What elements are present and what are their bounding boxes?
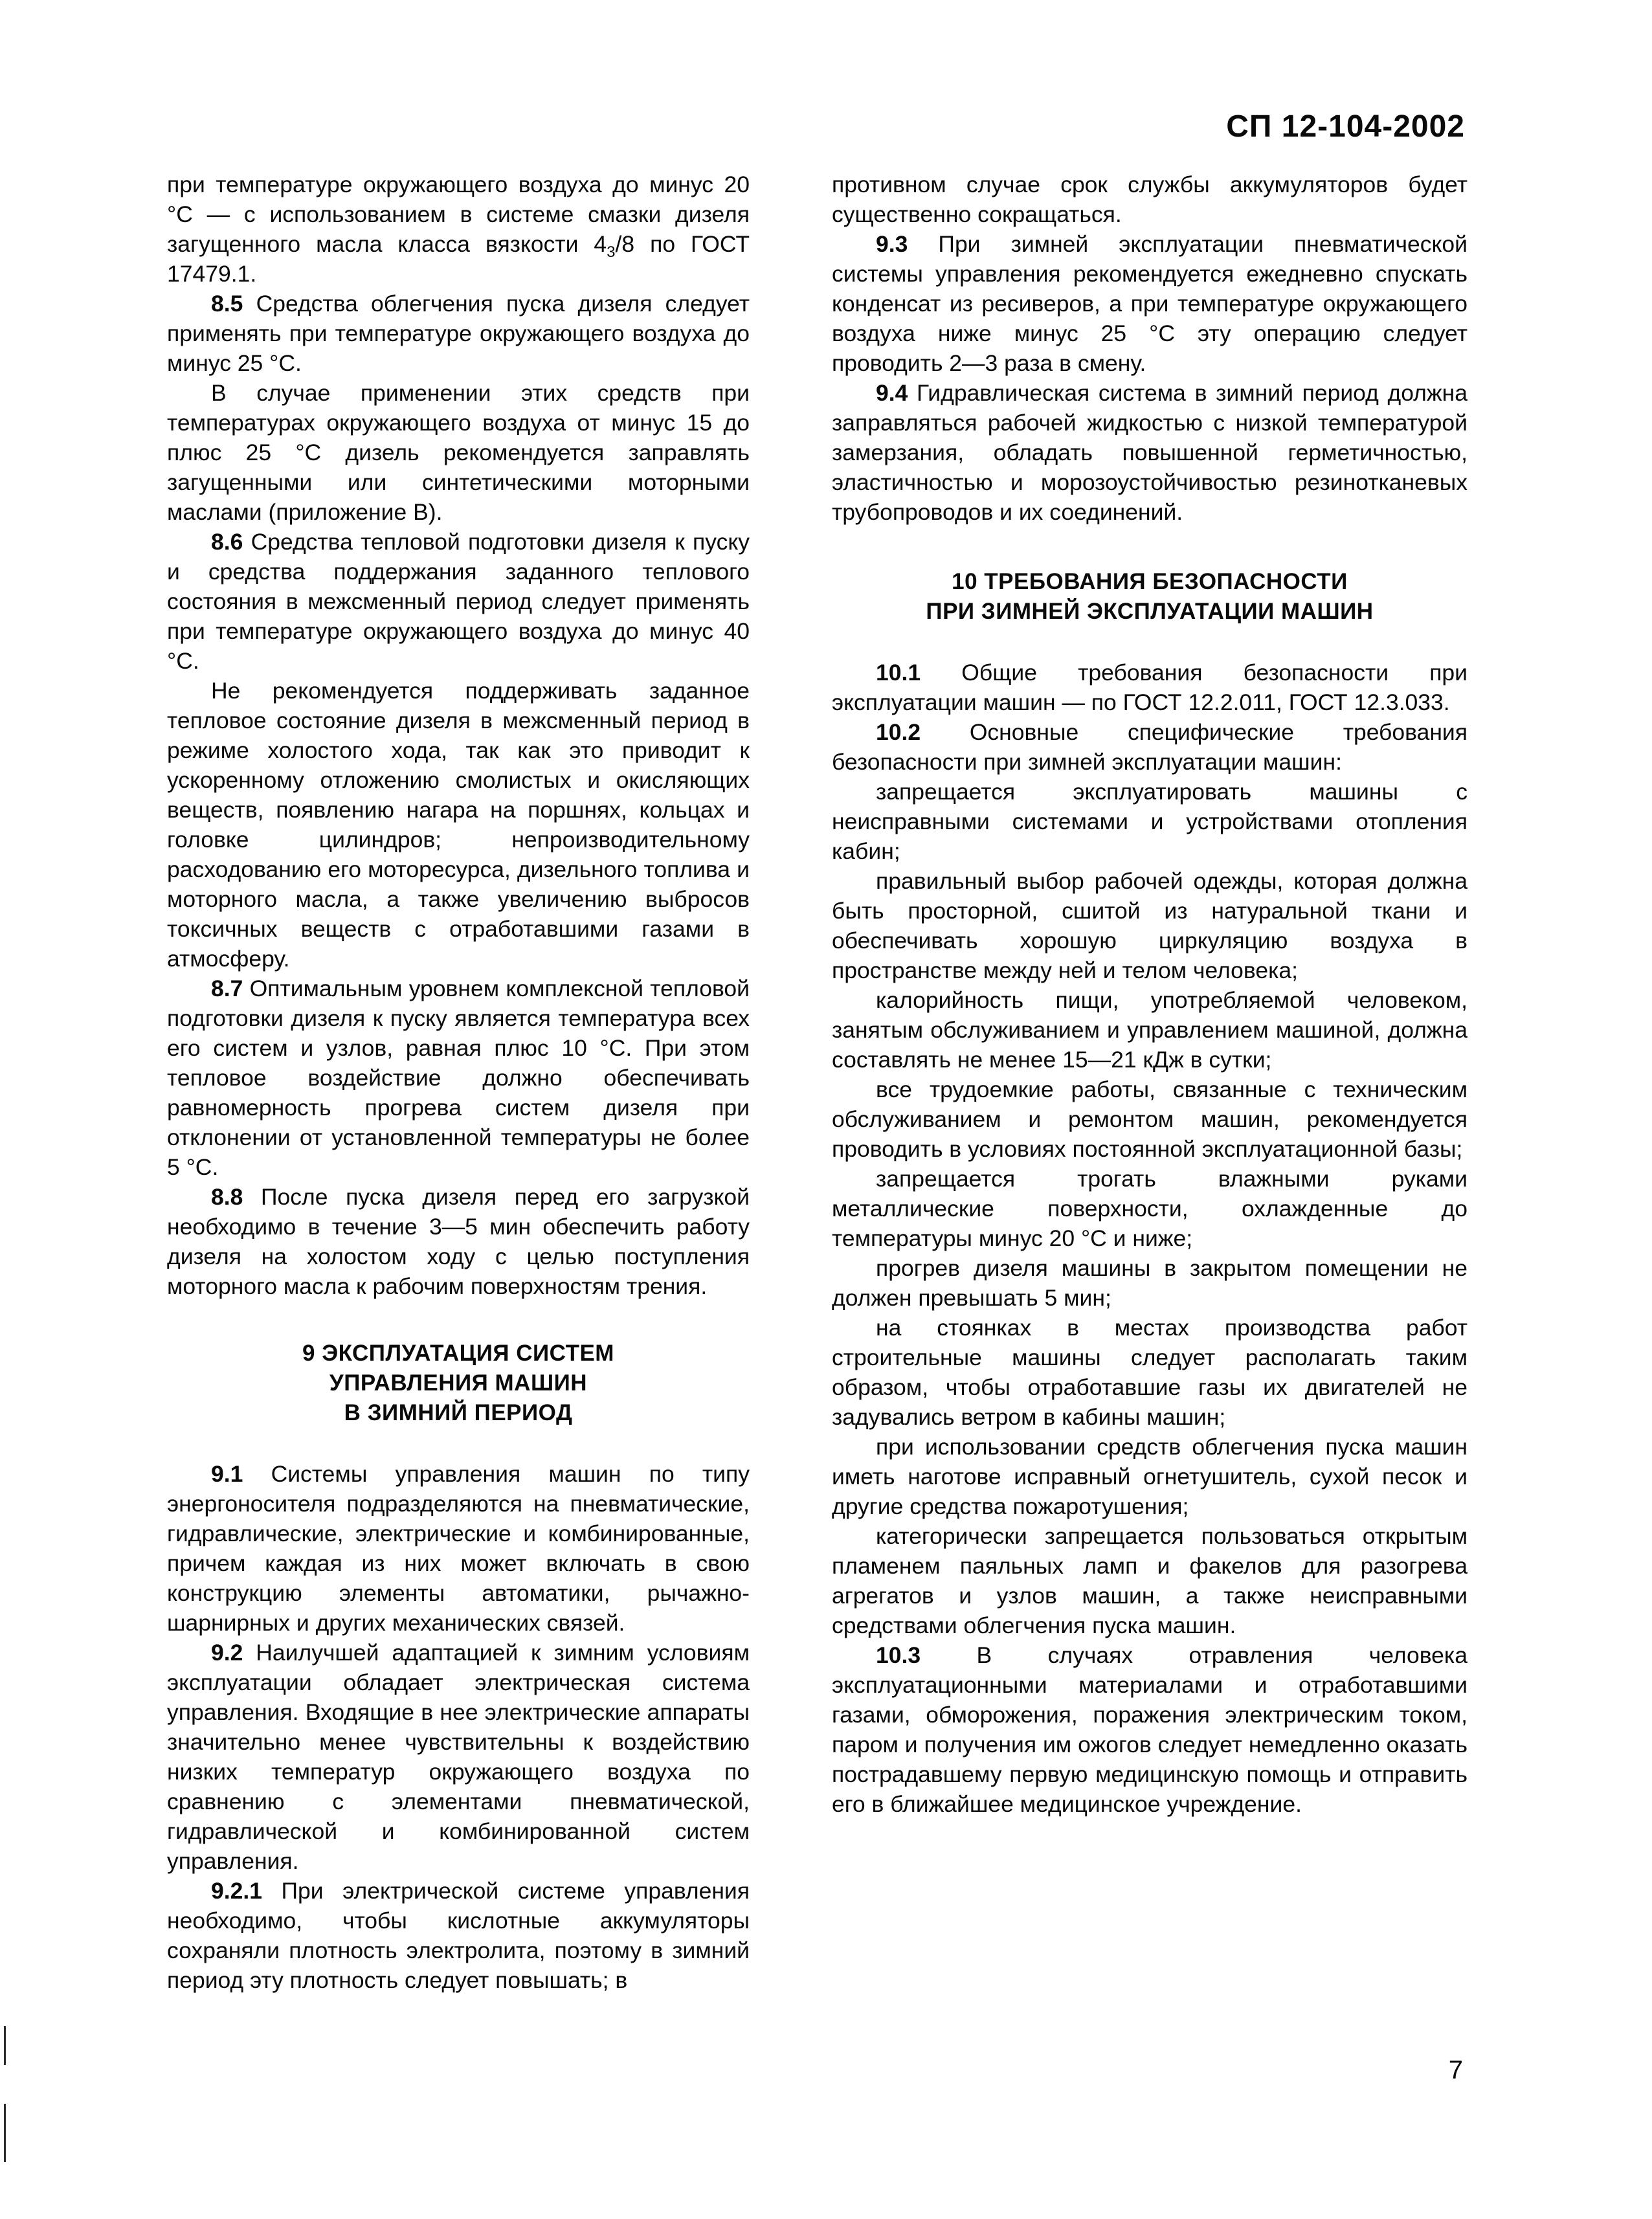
right-column [832, 170, 1468, 1819]
paragraph-9-3: 9.3 При зимней эксплуатации пневматической системы управления рекомендуется ежедневно спускать конденсат из ресиверов, а при температуре окружающего воздуха ниже минус 25 °С эту операцию следует проводить 2—3 раза в смену. [832, 231, 1468, 376]
requirement-item: правильный выбор рабочей одежды, которая должна быть просторной, сшитой из натуральной ткани и обеспечивать хорошую циркуляцию воздуха в пространстве между ней и телом человека; [832, 868, 1468, 983]
requirement-item: при использовании средств облегчения пуска машин иметь наготове исправный огнетушитель, сухой песок и другие средства пожаротушения; [832, 1434, 1468, 1519]
paragraph-8-5: 8.5 Средства облегчения пуска дизеля следует применять при температуре окружающего воздуха до минус 25 °С. [167, 291, 750, 376]
paragraph-8-8: 8.8 После пуска дизеля перед его загрузкой необходимо в течение 3—5 мин обеспечить работу дизеля на холостом ходу с целью поступления моторного масла к рабочим поверхностям трения. [167, 1184, 750, 1299]
paragraph-8-6: 8.6 Средства тепловой подготовки дизеля к пуску и средства поддержания заданного теплового состояния в межсменный период следует применять при температуре окружающего воздуха до минус 40 °С. [167, 529, 750, 674]
requirement-item: все трудоемкие работы, связанные с техническим обслуживанием и ремонтом машин, рекомендуется проводить в условиях постоянной эксплуатационной базы; [832, 1076, 1468, 1162]
clause-number: 8.5 [211, 291, 243, 317]
paragraph-8-4-continuation: при температуре окружающего воздуха до минус 20 °С — с использованием в системе смазки дизеля загущенного масла класса вязкости $4_3/8$ по ГОСТ 17479.1. [167, 172, 750, 287]
section-10-heading: 10 ТРЕБОВАНИЯ БЕЗОПАСНОСТИ ПРИ ЗИМНЕЙ ЭКСПЛУАТАЦИИ МАШИН [926, 569, 1374, 624]
paragraph-9-2-1: 9.2.1 При электрической системе управления необходимо, чтобы кислотные аккумуляторы сохраняли плотность электролита, поэтому в зимний период эту плотность следует повышать; в [167, 1878, 750, 1993]
section-9-heading: 9 ЭКСПЛУАТАЦИЯ СИСТЕМ УПРАВЛЕНИЯ МАШИН В ЗИМНИЙ ПЕРИОД [302, 1341, 614, 1425]
paragraph-8-7: 8.7 Оптимальным уровнем комплексной тепловой подготовки дизеля к пуску является температура всех его систем и узлов, равная плюс 10 °С. При этом тепловое воздействие должно обеспечивать равномерность прогрева систем дизеля при отклонении от установленной температуры не более 5 °С. [167, 976, 750, 1180]
clause-number: 9.2.1 [211, 1878, 262, 1904]
clause-number: 9.2 [211, 1640, 243, 1666]
page-number: 7 [1448, 2056, 1463, 2084]
paragraph-9-2: 9.2 Наилучшей адаптацией к зимним условиям эксплуатации обладает электрическая система управления. Входящие в нее электрические аппараты значительно менее чувствительны к воздействию низких температур окружающего воздуха по сравнению с элементами пневматической, гидравлической и комбинированной систем управления. [167, 1640, 750, 1874]
clause-number: 9.1 [211, 1461, 243, 1487]
clause-number: 8.6 [211, 529, 243, 555]
clause-number: 10.1 [876, 660, 921, 686]
paragraph-10-2: 10.2 Основные специфические требования безопасности при зимней эксплуатации машин: [832, 719, 1468, 775]
requirement-item: категорически запрещается пользоваться открытым пламенем паяльных ламп и факелов для разогрева агрегатов и узлов машин, а также неисправными средствами облегчения пуска машин. [832, 1523, 1468, 1638]
paragraph-10-3: 10.3 В случаях отравления человека эксплуатационными материалами и отработавшими газами, обморожения, поражения электрическим током, паром и получения им ожогов следует немедленно оказать пострадавшему первую медицинскую помощь и отправить его в ближайшее медицинское учреждение. [832, 1642, 1468, 1817]
clause-number: 8.8 [211, 1184, 243, 1210]
clause-number: 10.2 [876, 719, 921, 745]
scan-edge-mark [4, 2026, 6, 2065]
clause-number: 9.4 [876, 380, 908, 406]
paragraph-9-1: 9.1 Системы управления машин по типу энергоносителя подразделяются на пневматические, гидравлические, электрические и комбинированные, причем каждая из них может включать в свою конструкцию элементы автоматики, рычажно-шарнирных и других механических связей. [167, 1461, 750, 1636]
document-code: СП 12-104-2002 [1226, 109, 1465, 144]
paragraph-8-6-note: Не рекомендуется поддерживать заданное тепловое состояние дизеля в межсменный период в режиме холостого хода, так как это приводит к ускоренному отложению смолистых и окисляющих веществ, появлению нагара на поршнях, кольцах и головке цилиндров; непроизводительному расходованию его моторесурса, дизельного топлива и моторного масла, а также увеличению выбросов токсичных веществ с отработавшими газами в атмосферу. [167, 678, 750, 972]
paragraph-10-1: 10.1 Общие требования безопасности при эксплуатации машин — по ГОСТ 12.2.011, ГОСТ 12.3.033. [832, 660, 1468, 715]
left-column [167, 170, 750, 1995]
scan-edge-mark [4, 2104, 6, 2162]
paragraph-9-4: 9.4 Гидравлическая система в зимний период должна заправляться рабочей жидкостью с низкой температурой замерзания, обладать повышенной герметичностью, эластичностью и морозоустойчивостью резинотканевых трубопроводов и их соединений. [832, 380, 1468, 525]
requirement-item: прогрев дизеля машины в закрытом помещении не должен превышать 5 мин; [832, 1255, 1468, 1311]
clause-number: 8.7 [211, 976, 243, 1001]
requirement-item: запрещается эксплуатировать машины с неисправными системами и устройствами отопления кабин; [832, 779, 1468, 864]
requirement-item: запрещается трогать влажными руками металлические поверхности, охлажденные до температуры минус 20 °С и ниже; [832, 1166, 1468, 1251]
paragraph-9-2-1-continuation: противном случае срок службы аккумуляторов будет существенно сокращаться. [832, 172, 1468, 227]
requirement-item: калорийность пищи, употребляемой человеком, занятым обслуживанием и управлением машиной, должна составлять не менее 15—21 кДж в сутки; [832, 987, 1468, 1073]
requirement-item: на стоянках в местах производства работ строительные машины следует располагать таким образом, чтобы отработавшие газы их двигателей не задувались ветром в кабины машин; [832, 1315, 1468, 1430]
clause-number: 10.3 [876, 1642, 921, 1668]
paragraph-8-5-note: В случае применении этих средств при температурах окружающего воздуха от минус 15 до плюс 25 °С дизель рекомендуется заправлять загущенными или синтетическими моторными маслами (приложение В). [167, 380, 750, 525]
clause-number: 9.3 [876, 231, 908, 257]
